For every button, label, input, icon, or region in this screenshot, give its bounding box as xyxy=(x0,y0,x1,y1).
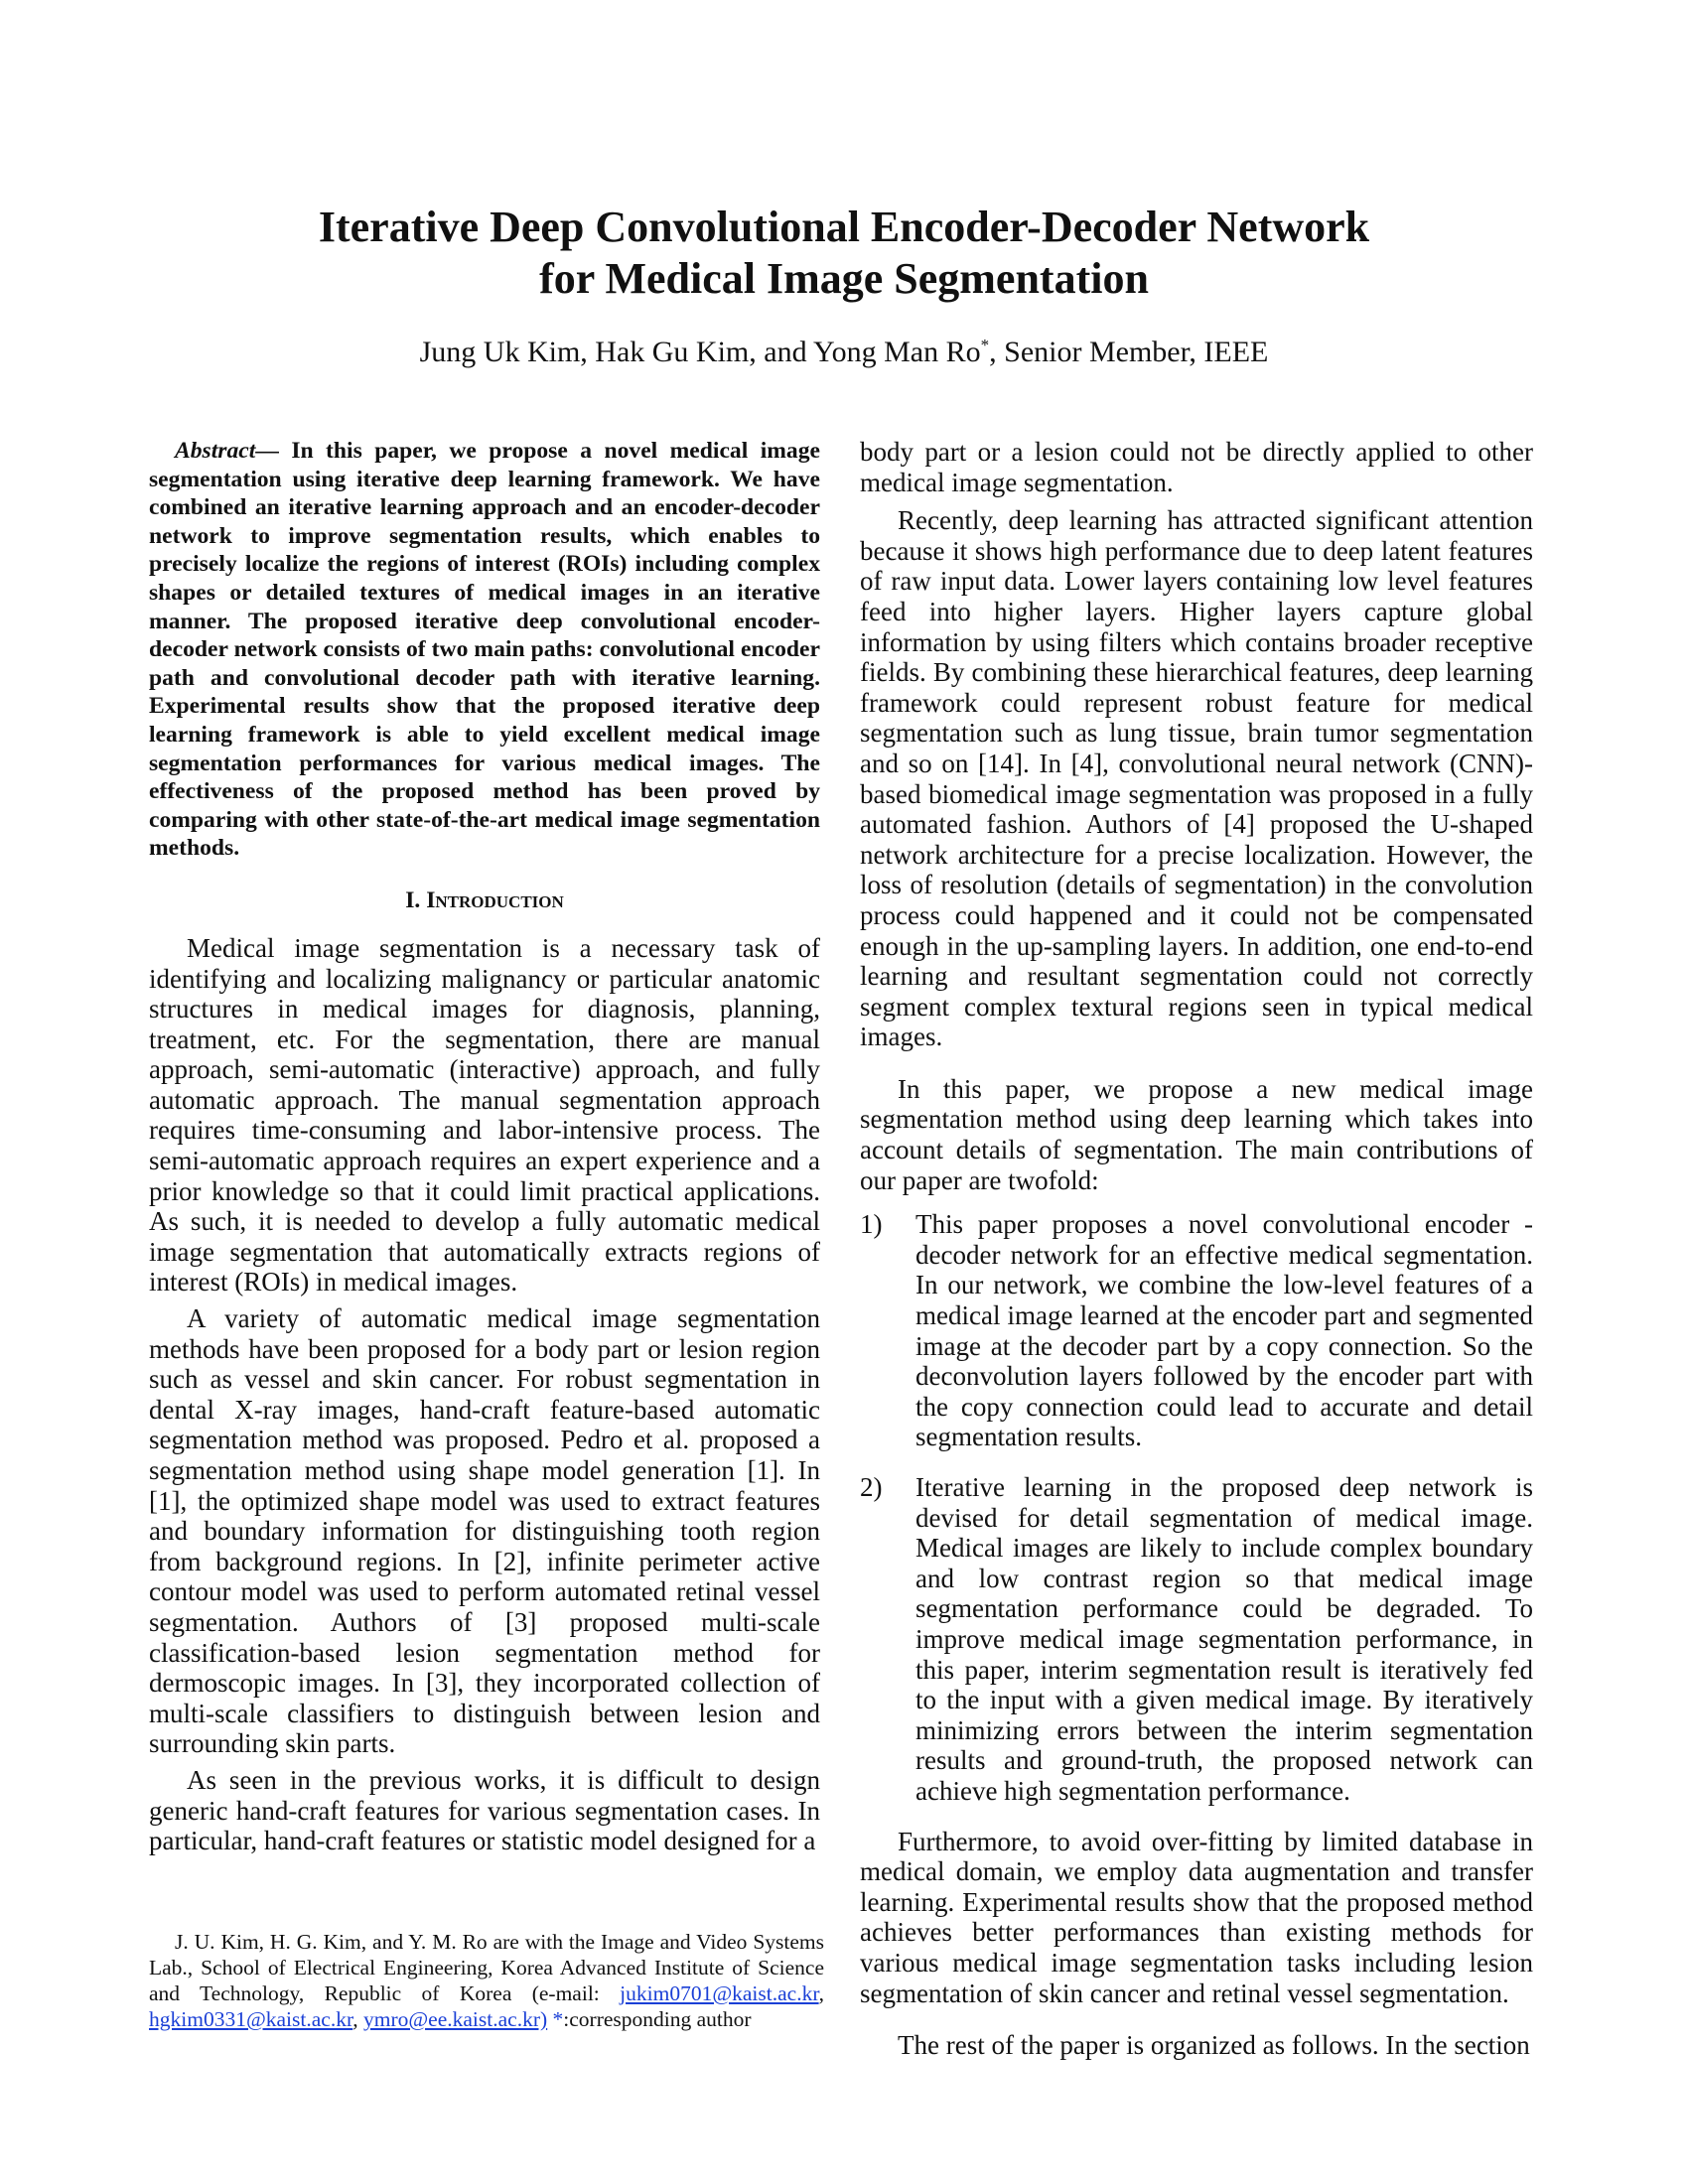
email-link-jukim[interactable]: jukim0701@kaist.ac.kr xyxy=(620,1981,819,2005)
corresponding-author-note: :corresponding author xyxy=(563,2007,752,2031)
paper-title xyxy=(149,202,1539,305)
intro-paragraph: Furthermore, to avoid over-fitting by limited database in medical domain, we employ data augmentation and transfer learning. Experimental results show that the proposed method achieves better performances than existing methods for various medical image segmentation tasks including lesion segmentation of skin cancer and retinal vessel segmentation. xyxy=(860,1826,1533,2008)
contribution-number: 2) xyxy=(860,1472,883,1502)
contribution-item xyxy=(860,1209,1533,1452)
footnote-separator: , xyxy=(818,1981,824,2005)
footnote-text: J. U. Kim, H. G. Kim, and Y. M. Ro are with the Image and Video Systems Lab., School of Electrical Engineering, Korea Advanced Institute of Science and Technology, Republic of Korea (e-mail: xyxy=(149,1930,824,2005)
contribution-list xyxy=(860,1209,1533,1806)
author-names: Jung Uk Kim, Hak Gu Kim, and Yong Man Ro xyxy=(419,336,981,368)
title-line-2: for Medical Image Segmentation xyxy=(539,254,1149,303)
contribution-text: This paper proposes a novel convolutional encoder -decoder network for an effective medical segmentation. In our network, we combine the low-level features of a medical image learned at the encoder part and segmented image at the decoder part by a copy connection. So the deconvolution layers followed by the encoder part with the copy connection could lead to accurate and detail segmentation results. xyxy=(915,1209,1533,1452)
section-title: Introduction xyxy=(426,887,564,913)
abstract xyxy=(149,437,820,863)
abstract-dash: — xyxy=(255,438,292,464)
footnote-separator: , xyxy=(352,2007,363,2031)
email-link-hgkim[interactable]: hgkim0331@kaist.ac.kr xyxy=(149,2007,353,2031)
corresponding-author-mark: * xyxy=(547,2007,564,2031)
email-link-ymro[interactable]: ymro@ee.kaist.ac.kr) xyxy=(363,2007,548,2031)
intro-paragraph: Medical image segmentation is a necessary task of identifying and localizing malignancy or particular anatomic structures in medical images for diagnosis, planning, treatment, etc. For the segmentation, there are manual approach, semi-automatic (interactive) approach, and fully automatic approach. The manual segmentation approach requires time-consuming and labor-intensive process. The semi-automatic approach requires an expert experience and a prior knowledge so that it could limit practical applications. As such, it is needed to develop a fully automatic medical image segmentation that automatically extracts regions of interest (ROIs) in medical images. xyxy=(149,932,820,1297)
abstract-label: Abstract xyxy=(175,438,256,464)
affiliation-footnote xyxy=(149,1929,824,2032)
author-line xyxy=(149,328,1539,370)
intro-paragraph: body part or a lesion could not be directly applied to other medical image segmentation. xyxy=(860,437,1533,497)
contribution-text: Iterative learning in the proposed deep network is devised for detail segmentation of medical image. Medical images are likely to include complex boundary and low contrast region so that medical image segmentation performance could be degraded. To improve medical image segmentation performance, in this paper, interim segmentation result is iteratively fed to the input with a given medical image. By iteratively minimizing errors between the interim segmentation results and ground-truth, the proposed network can achieve high segmentation performance. xyxy=(915,1472,1533,1806)
intro-paragraph: In this paper, we propose a new medical image segmentation method using deep learning which takes into account details of segmentation. The main contributions of our paper are twofold: xyxy=(860,1073,1533,1195)
contribution-item xyxy=(860,1472,1533,1807)
title-line-1: Iterative Deep Convolutional Encoder-Decoder Network xyxy=(318,203,1370,251)
right-column xyxy=(860,437,1533,2069)
left-column xyxy=(149,437,820,1862)
section-number: I. xyxy=(405,887,427,913)
abstract-text: In this paper, we propose a novel medical image segmentation using iterative deep learning framework. We have combined an iterative learning approach and an encoder-decoder network to improve segmentation results, which enables to precisely localize the regions of interest (ROIs) including complex shapes or detailed textures of medical images in an iterative manner. The proposed iterative deep convolutional encoder-decoder network consists of two main paths: convolutional encoder path and convolutional decoder path with iterative learning. Experimental results show that the proposed iterative deep learning framework is able to yield excellent medical image segmentation performances for various medical images. The effectiveness of the proposed method has been proved by comparing with other state-of-the-art medical image segmentation methods. xyxy=(149,438,820,862)
author-affiliation-suffix: , Senior Member, IEEE xyxy=(989,336,1269,368)
intro-paragraph: Recently, deep learning has attracted significant attention because it shows high performance due to deep latent features of raw input data. Lower layers containing low level features feed into higher layers. Higher layers capture global information by using filters which contains broader receptive fields. By combining these hierarchical features, deep learning framework could represent robust feature for medical segmentation such as lung tissue, brain tumor segmentation and so on [14]. In [4], convolutional neural network (CNN)-based biomedical image segmentation was proposed in a fully automated fashion. Authors of [4] proposed the U-shaped network architecture for a precise localization. However, the loss of resolution (details of segmentation) in the convolution process could happened and it could not be compensated enough in the up-sampling layers. In addition, one end-to-end learning and resultant segmentation could not correctly segment complex textural regions seen in typical medical images. xyxy=(860,505,1533,1052)
intro-paragraph: The rest of the paper is organized as follows. In the section xyxy=(898,2030,1530,2061)
corresponding-mark: * xyxy=(980,336,990,354)
section-heading-introduction xyxy=(149,886,820,915)
intro-paragraph: As seen in the previous works, it is difficult to design generic hand-craft features for various segmentation cases. In particular, hand-craft features or statistic model designed for a xyxy=(149,1764,820,1856)
contribution-number: 1) xyxy=(860,1209,883,1240)
intro-paragraph: A variety of automatic medical image segmentation methods have been proposed for a body part or lesion region such as vessel and skin cancer. For robust segmentation in dental X-ray images, hand-craft feature-based automatic segmentation method was proposed. Pedro et al. proposed a segmentation method using shape model generation [1]. In [1], the optimized shape model was used to extract features and boundary information for distinguishing tooth region from background regions. In [2], infinite perimeter active contour model was used to perform automated retinal vessel segmentation. Authors of [3] proposed multi-scale classification-based lesion segmentation method for dermoscopic images. In [3], they incorporated collection of multi-scale classifiers to distinguish between lesion and surrounding skin parts. xyxy=(149,1303,820,1759)
